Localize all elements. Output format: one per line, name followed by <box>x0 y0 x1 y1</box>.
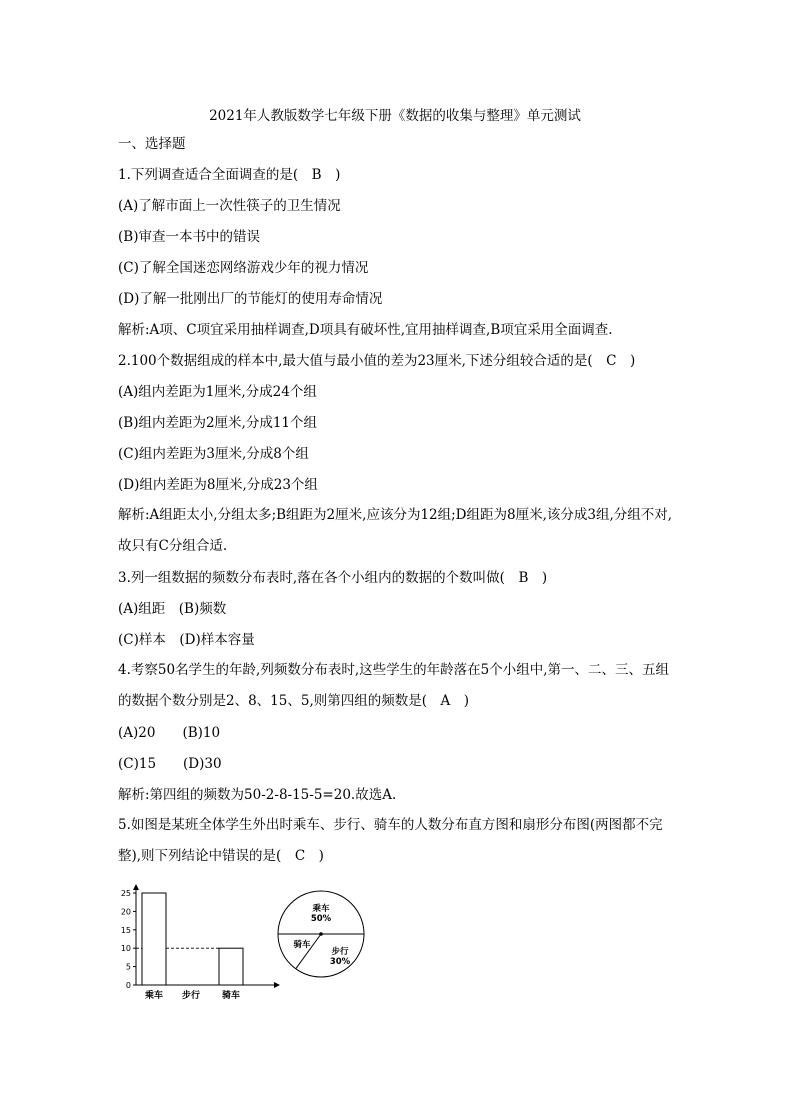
question-3-options-row1: (A)组距 (B)频数 <box>118 601 227 617</box>
question-2-option-a: (A)组内差距为1厘米,分成24个组 <box>118 384 317 400</box>
question-4-options-row2: (C)15 (D)30 <box>118 756 222 772</box>
x-category-label: 乘车 <box>144 991 164 1001</box>
document-body <box>118 133 678 872</box>
pie-slice-label: 步行 <box>331 947 349 957</box>
question-5-stem: 5.如图是某班全体学生外出时乘车、步行、骑车的人数分布直方图和扇形分布图(两图都不完整),则下列结论中错误的是( C ) <box>118 817 663 864</box>
question-4-stem: 4.考察50名学生的年龄,列频数分布表时,这些学生的年龄落在5个小组中,第一、二、三、五组的数据个数分别是2、8、15、5,则第四组的频数是( A ) <box>118 662 670 709</box>
question-4-options-row1: (A)20 (B)10 <box>118 725 221 741</box>
pie-slice-label: 乘车 <box>312 904 330 914</box>
x-category-label: 骑车 <box>221 991 241 1001</box>
pie-center-dot <box>319 932 323 936</box>
question-2-option-d: (D)组内差距为8厘米,分成23个组 <box>118 477 318 493</box>
bar <box>219 948 243 985</box>
question-1-analysis: 解析:A项、C项宜采用抽样调查,D项具有破坏性,宜用抽样调查,B项宜采用全面调查. <box>118 322 613 338</box>
pie-slice-label: 骑车 <box>293 940 311 950</box>
y-tick-label: 15 <box>120 925 131 935</box>
question-2-option-b: (B)组内差距为2厘米,分成11个组 <box>118 415 318 431</box>
question-2-stem: 2.100个数据组成的样本中,最大值与最小值的差为23厘米,下述分组较合适的是( C ) <box>118 353 636 369</box>
bar <box>142 893 166 985</box>
y-tick-label: 20 <box>120 907 131 917</box>
question-3-options-row2: (C)样本 (D)样本容量 <box>118 632 255 648</box>
question-1-option-d: (D)了解一批刚出厂的节能灯的使用寿命情况 <box>118 291 383 307</box>
question-1-stem: 1.下列调查适合全面调查的是( B ) <box>118 167 341 183</box>
question-1-option-c: (C)了解全国迷恋网络游戏少年的视力情况 <box>118 260 369 276</box>
pie-slice-percent: 30% <box>329 957 351 967</box>
question-1-option-b: (B)审查一本书中的错误 <box>118 229 260 245</box>
y-axis-arrow <box>133 884 139 890</box>
page-title: 2021年人教版数学七年级下册《数据的收集与整理》单元测试 <box>209 108 581 124</box>
x-axis-arrow <box>274 982 280 988</box>
y-tick-label: 10 <box>120 944 131 954</box>
question-5-figure <box>116 882 436 1011</box>
y-tick-label: 25 <box>120 889 131 898</box>
y-tick-label: 5 <box>125 962 131 972</box>
x-category-label: 步行 <box>181 991 201 1001</box>
question-2-analysis: 解析:A组距太小,分组太多;B组距为2厘米,应该分为12组;D组距为8厘米,该分成3组,分组不对,故只有C分组合适. <box>118 507 673 554</box>
question-4-analysis: 解析:第四组的频数为50-2-8-15-5=20.故选A. <box>118 787 397 803</box>
question-1-option-a: (A)了解市面上一次性筷子的卫生情况 <box>118 198 341 214</box>
pie-slice-percent: 50% <box>310 914 332 924</box>
question-2-option-c: (C)组内差距为3厘米,分成8个组 <box>118 446 309 462</box>
y-tick-label: 0 <box>125 981 131 990</box>
figure-svg <box>116 882 436 1007</box>
question-3-stem: 3.列一组数据的频数分布表时,落在各个小组内的数据的个数叫做( B ) <box>118 570 548 586</box>
section-heading: 一、选择题 <box>118 136 186 152</box>
